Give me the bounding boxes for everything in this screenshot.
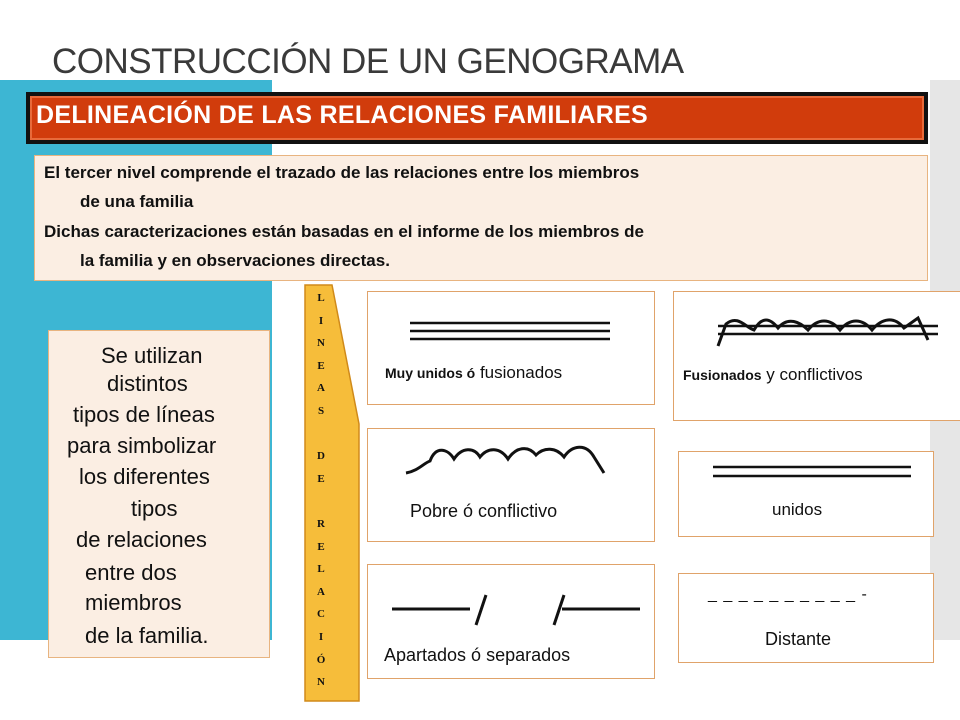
relation-label: unidos xyxy=(772,500,823,519)
side-text-line: Se utilizan xyxy=(101,343,203,368)
arrow-letter: Ó xyxy=(316,653,326,666)
side-text-line: tipos xyxy=(131,496,178,521)
relation-box-muy-unidos xyxy=(367,291,655,405)
description-line: la familia y en observaciones directas. xyxy=(80,251,390,270)
arrow-shape xyxy=(304,284,360,702)
separated-line-icon xyxy=(388,589,644,629)
arrow-letter: N xyxy=(317,676,325,689)
arrow-letter: I xyxy=(318,631,324,643)
relation-label xyxy=(385,363,562,383)
relation-label xyxy=(683,365,863,385)
relation-label: Pobre ó conflictivo xyxy=(410,501,558,521)
arrow-letter: A xyxy=(317,382,325,395)
arrow-letter: E xyxy=(317,472,325,485)
side-text-line: de relaciones xyxy=(76,527,207,552)
side-text-line: distintos xyxy=(107,371,188,396)
side-text-line: para simbolizar xyxy=(67,433,217,458)
side-text-line: de la familia. xyxy=(85,623,209,648)
arrow-letter: E xyxy=(317,540,325,553)
relation-box-pobre-conflictivo xyxy=(367,428,655,542)
description-line: de una familia xyxy=(80,192,194,211)
arrow-letter: I xyxy=(318,314,324,327)
description-box xyxy=(34,155,928,281)
arrow-letter: N xyxy=(317,337,325,350)
triple-zigzag-line-icon xyxy=(714,312,946,352)
dashed-line-icon: _ _ _ _ _ _ _ _ _ _ - xyxy=(708,586,868,603)
zigzag-line-icon xyxy=(404,441,616,481)
side-text-line: entre dos xyxy=(85,560,177,585)
relation-label-rest: fusionados xyxy=(475,363,563,382)
description-line: Dichas caracterizaciones están basadas en el informe de los miembros de xyxy=(44,222,644,241)
relation-label: Apartados ó separados xyxy=(384,645,571,665)
relation-label-rest: y conflictivos xyxy=(761,365,863,384)
triple-line-icon xyxy=(410,320,614,344)
arrow-letter: L xyxy=(317,563,325,576)
arrow-letter: A xyxy=(317,585,325,598)
side-text-line: miembros xyxy=(85,590,182,615)
relation-label-bold: Fusionados xyxy=(683,367,762,383)
relation-box-fusionados-conflictivos xyxy=(673,291,960,421)
double-line-icon xyxy=(713,464,913,480)
page-title: CONSTRUCCIÓN DE UN GENOGRAMA xyxy=(52,42,684,81)
relation-box-unidos xyxy=(678,451,934,537)
relation-label: Distante xyxy=(765,629,832,649)
arrow-letter: D xyxy=(317,450,325,463)
side-text-line: tipos de líneas xyxy=(73,402,215,427)
description-line: El tercer nivel comprende el trazado de las relaciones entre los miembros xyxy=(44,163,640,182)
relation-box-distante xyxy=(678,573,934,663)
arrow-letter: R xyxy=(317,518,325,530)
arrow-letter: L xyxy=(317,292,325,304)
side-explanation-box xyxy=(48,330,270,658)
arrow-letter: C xyxy=(317,608,325,621)
side-text-line: los diferentes xyxy=(79,464,210,489)
relation-box-apartados xyxy=(367,564,655,679)
arrow-letter: S xyxy=(317,405,325,417)
relation-label-bold: Muy unidos ó xyxy=(385,365,476,381)
arrow-letter: E xyxy=(317,359,325,372)
banner-title: DELINEACIÓN DE LAS RELACIONES FAMILIARES xyxy=(36,101,649,129)
